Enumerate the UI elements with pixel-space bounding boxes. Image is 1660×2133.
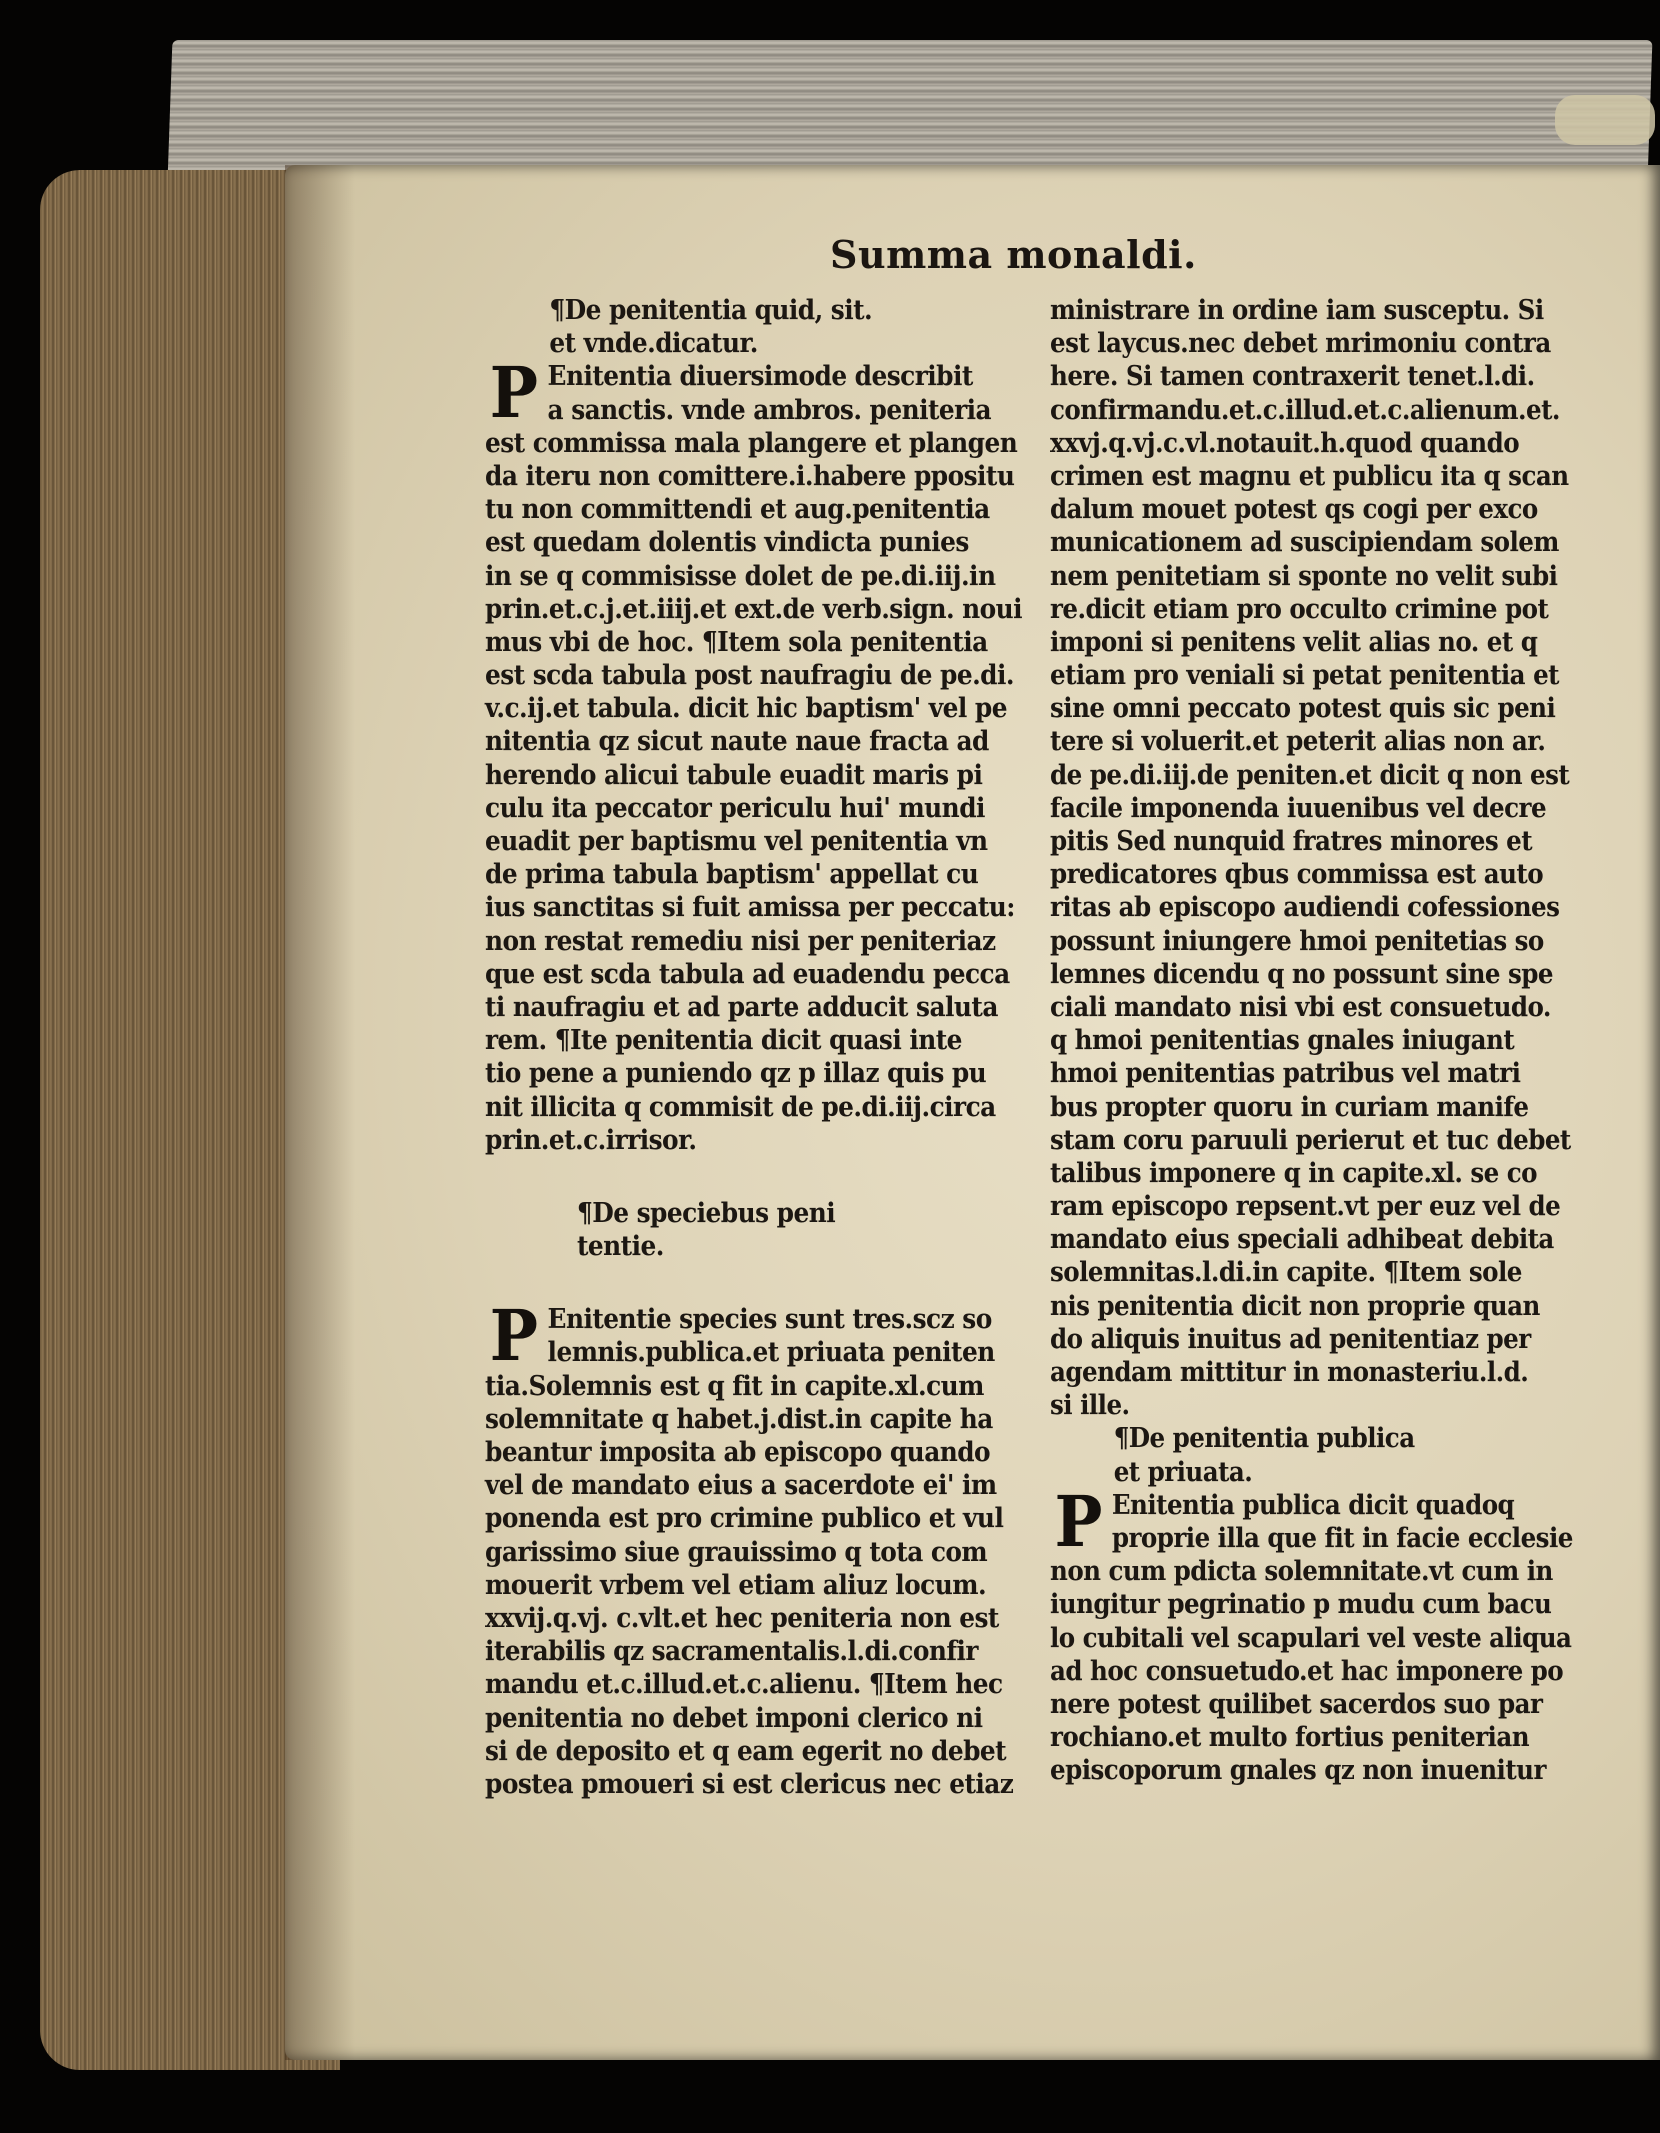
text-line: Enitentia publica dicit quadoq [1111, 1489, 1515, 1521]
text-line: est quedam dolentis vindicta punies [485, 527, 969, 559]
text-line: ponenda est pro crimine publico et vul [485, 1503, 1004, 1535]
section-heading-cont: tentie. [577, 1231, 664, 1263]
text-line: mus vbi de hoc. ¶Item sola penitentia [485, 626, 988, 658]
gutter-shadow [285, 165, 355, 2060]
text-line: non cum pdicta solemnitate.vt cum in [1050, 1556, 1553, 1588]
text-line: si de deposito et q eam egerit no debet [485, 1735, 1007, 1767]
text-line: ministrare in ordine iam susceptu. Si [1050, 295, 1544, 326]
section-heading-cont: et vnde.dicatur. [549, 328, 758, 360]
text-line: bus propter quoru in curiam manife [1050, 1091, 1529, 1123]
text-line: que est scda tabula ad euadendu pecca [485, 958, 1010, 990]
paragraph-lines [1050, 294, 1571, 1422]
text-line: pitis Sed nunquid fratres minores et [1050, 826, 1533, 857]
text-line: nis penitentia dicit non proprie quan [1050, 1290, 1540, 1322]
text-line: sine omni peccato potest quis sic peni [1050, 693, 1556, 725]
text-line: prin.et.c.j.et.iiij.et ext.de verb.sign. noui [485, 593, 1023, 625]
bookmark-ribbon [1555, 95, 1655, 145]
text-line: rochiano.et multo fortius peniterian [1050, 1722, 1530, 1754]
text-line: ius sanctitas si fuit amissa per peccatu: [485, 892, 1015, 924]
running-head: Summa monaldi. [830, 232, 1197, 277]
text-line: hmoi penitentias patribus vel matri [1050, 1058, 1521, 1090]
paragraph [1050, 1479, 1573, 1788]
text-line: Enitentie species sunt tres.scz so [547, 1304, 992, 1336]
text-line: etiam pro veniali si petat penitentia et [1050, 660, 1559, 692]
text-line: solemnitate q habet.j.dist.in capite ha [485, 1403, 993, 1435]
text-line: si ille. [1050, 1390, 1130, 1422]
text-line: ritas ab episcopo audiendi cofessiones [1050, 892, 1560, 924]
text-line: tere si voluerit.et peterit alias non ar. [1050, 726, 1546, 758]
text-line: postea pmoueri si est clericus nec etiaz [485, 1768, 1014, 1800]
section-heading: ¶De penitentia quid, sit. [549, 295, 873, 326]
text-line: xxvj.q.vj.c.vl.notauit.h.quod quando [1050, 427, 1520, 459]
text-line: possunt iniungere hmoi penitetias so [1050, 925, 1544, 957]
text-line: mandato eius speciali adhibeat debita [1050, 1224, 1554, 1256]
text-line: prin.et.c.irrisor. [485, 1124, 697, 1156]
section-heading: ¶De speciebus peni [577, 1197, 836, 1229]
text-line: mandu et.c.illud.et.c.alienu. ¶Item hec [485, 1669, 1003, 1701]
text-line: est commissa mala plangere et plangen [485, 427, 1018, 459]
text-line: agendam mittitur in monasteriu.l.d. [1050, 1357, 1529, 1388]
text-line: da iteru non comittere.i.habere ppositu [485, 460, 1015, 492]
text-line: imponi si penitens velit alias no. et q [1050, 626, 1538, 658]
text-line: xxvij.q.vj. c.vlt.et hec peniteria non est [485, 1602, 999, 1634]
text-line: est laycus.nec debet mrimoniu contra [1050, 328, 1551, 360]
paragraph-lines [1050, 1479, 1573, 1788]
text-line: est scda tabula post naufragiu de pe.di. [485, 660, 1014, 692]
text-line: euadit per baptismu vel penitentia vn [485, 826, 988, 857]
text-line: re.dicit etiam pro occulto crimine pot [1050, 593, 1549, 625]
left-column [485, 294, 1023, 1801]
text-line: facile imponenda iuuenibus vel decre [1050, 792, 1547, 824]
text-line: confirmandu.et.c.illud.et.c.alienum.et. [1050, 394, 1560, 426]
text-line: v.c.ij.et tabula. dicit hic baptism' vel pe [485, 693, 1007, 725]
text-line: here. Si tamen contraxerit tenet.l.di. [1050, 361, 1535, 393]
text-line: talibus imponere q in capite.xl. se co [1050, 1157, 1538, 1189]
text-line: non restat remediu nisi per peniteriaz [485, 925, 996, 957]
text-line: ciali mandato nisi vbi est consuetudo. [1050, 991, 1551, 1023]
text-line: penitentia no debet imponi clerico ni [485, 1702, 983, 1734]
text-line: beantur imposita ab episcopo quando [485, 1437, 991, 1468]
text-line: de pe.di.iij.de peniten.et dicit q non est [1050, 759, 1570, 791]
text-line: crimen est magnu et publicu ita q scan [1050, 460, 1569, 492]
section-heading: ¶De penitentia publica [1113, 1423, 1415, 1455]
text-line: tu non committendi et aug.penitentia [485, 494, 990, 526]
text-line: iterabilis qz sacramentalis.l.di.confir [485, 1636, 978, 1668]
text-line: municationem ad suscipiendam solem [1050, 527, 1559, 559]
text-line: predicatores qbus commissa est auto [1050, 859, 1544, 891]
text-line: lemnis.publica.et priuata peniten [547, 1337, 995, 1369]
text-line: culu ita peccator periculu hui' mundi [485, 792, 985, 824]
drop-initial: P [489, 1294, 538, 1378]
text-line: lo cubitali vel scapulari vel veste aliqua [1050, 1622, 1572, 1654]
text-line: mouerit vrbem vel etiam aliuz locum. [485, 1569, 987, 1601]
page-block-top-edge [168, 40, 1653, 180]
text-line: in se q commisisse dolet de pe.di.iij.in [485, 560, 996, 592]
text-line: ad hoc consuetudo.et hac imponere po [1050, 1655, 1564, 1687]
drop-initial: P [489, 351, 538, 435]
text-line: de prima tabula baptism' appellat cu [485, 859, 979, 891]
text-line: dalum mouet potest qs cogi per exco [1050, 494, 1538, 526]
text-line: solemnitas.l.di.in capite. ¶Item sole [1050, 1257, 1522, 1289]
text-line: tio pene a puniendo qz p illaz quis pu [485, 1058, 987, 1090]
paragraph [485, 1294, 1014, 1801]
text-line: ram episcopo repsent.vt per euz vel de [1050, 1191, 1561, 1223]
text-line: rem. ¶Ite penitentia dicit quasi inte [485, 1025, 962, 1057]
drop-initial: P [1054, 1479, 1102, 1563]
text-line: lemnes dicendu q no possunt sine spe [1050, 958, 1554, 990]
text-line: stam coru paruuli perierut et tuc debet [1050, 1124, 1571, 1156]
text-line: nit illicita q commisit de pe.di.iij.circa [485, 1091, 996, 1123]
section-heading-cont: et priuata. [1113, 1456, 1253, 1488]
text-line: nere potest quilibet sacerdos suo par [1050, 1688, 1543, 1720]
text-line: nitentia qz sicut naute naue fracta ad [485, 726, 989, 758]
right-column [1050, 294, 1573, 1787]
text-line: episcoporum gnales qz non inuenitur [1050, 1755, 1546, 1787]
text-line: herendo alicui tabule euadit maris pi [485, 759, 983, 791]
text-line: tia.Solemnis est q fit in capite.xl.cum [485, 1370, 984, 1402]
text-line: q hmoi penitentias gnales iniugant [1050, 1025, 1515, 1057]
paragraph [485, 351, 1023, 1157]
text-line: a sanctis. vnde ambros. peniteria [547, 394, 992, 426]
paragraph-lines [485, 1294, 1014, 1801]
text-line: proprie illa que fit in facie ecclesie [1111, 1522, 1573, 1554]
text-line: do aliquis inuitus ad penitentiaz per [1050, 1323, 1531, 1355]
text-line: garissimo siue grauissimo q tota com [485, 1536, 988, 1568]
text-line: vel de mandato eius a sacerdote ei' im [485, 1470, 997, 1502]
text-line: iungitur pegrinatio p mudu cum bacu [1050, 1589, 1552, 1621]
text-line: ti naufragiu et ad parte adducit saluta [485, 991, 998, 1023]
paragraph-lines [485, 351, 1023, 1157]
text-line: Enitentia diuersimode describit [547, 361, 973, 393]
text-line: nem penitetiam si sponte no velit subi [1050, 560, 1558, 592]
